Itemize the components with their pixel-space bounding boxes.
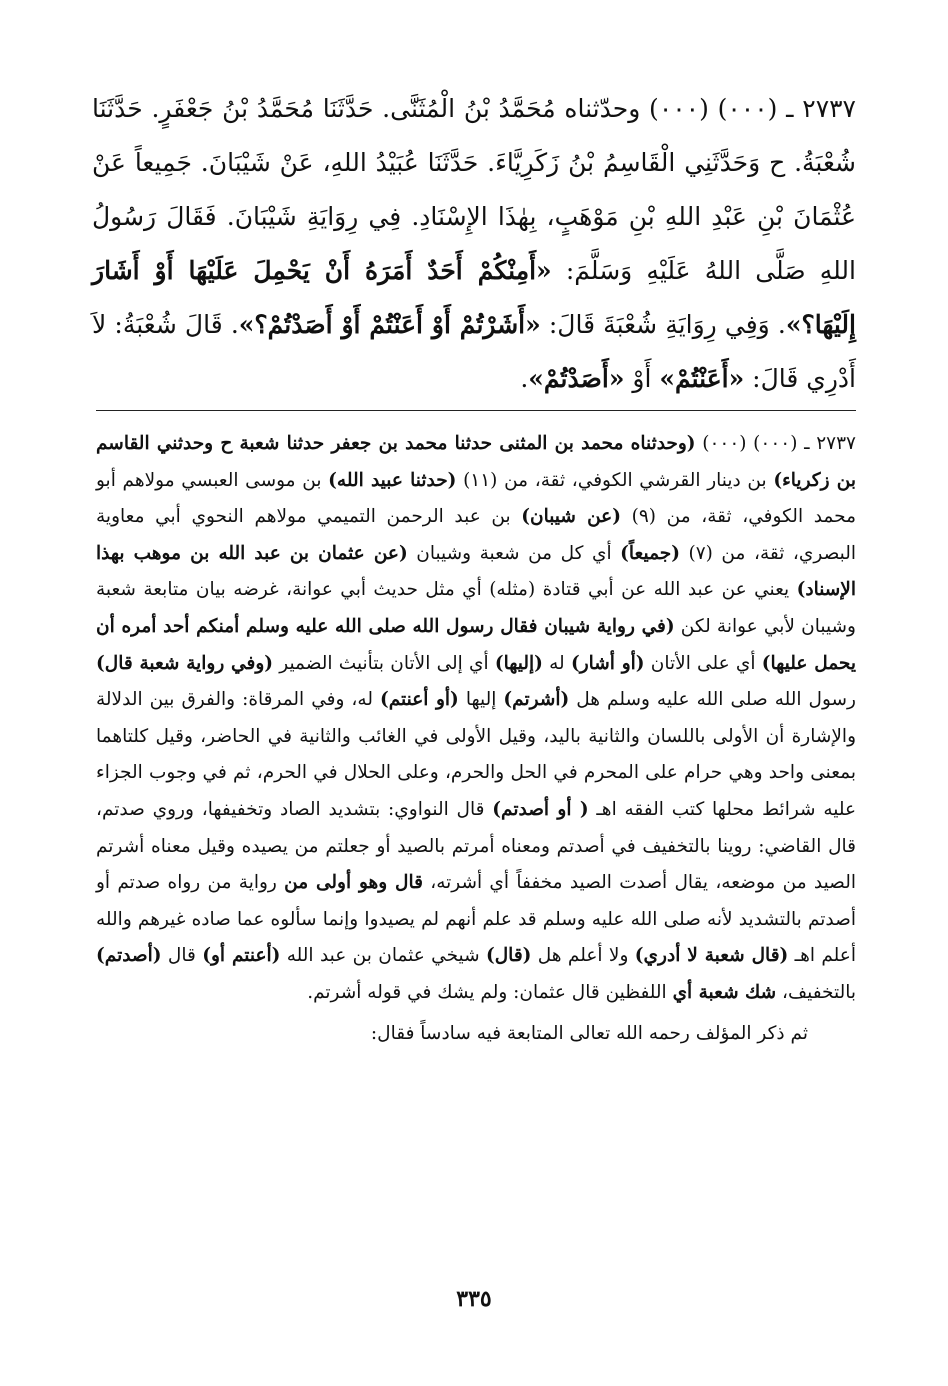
commentary-quote: (عن عثمان بن عبد الله بن موهب بهذا الإسناد)	[96, 542, 856, 601]
commentary-quote: (أو أشار)	[570, 652, 645, 674]
commentary-quote: (أعنتم أو)	[202, 945, 281, 967]
commentary-segment: ولا أعلم هل	[531, 945, 635, 967]
commentary-quote: (أشرتم)	[503, 689, 570, 711]
hadith-text	[92, 82, 856, 406]
commentary-quote: قال وهو أولى من	[284, 872, 423, 894]
commentary-segment: أي على الأتان	[644, 652, 762, 674]
hadith-segment: .	[520, 364, 529, 393]
hadith-segment: ٢٧٣٧ ـ (٠٠٠) (٠٠٠) وحدّثناه مُحَمَّدُ بْنُ الْمُثَنَّى. حَدَّثَنَا مُحَمَّدُ بْنُ جَعْفَرٍ. حَدَّثَنَا شُعْبَةُ. ح وَحَدَّثَنِي الْقَاسِمُ بْنُ زَكَرِيَّاءَ. حَدَّثَنَا عُبَيْدُ اللهِ، عَنْ شَيْبَانَ. جَمِيعاً عَنْ عُثْمَانَ بْنِ عَبْدِ اللهِ بْنِ مَوْهَبٍ، بِهٰذَا الإِسْنَادِ. فِي رِوَايَةِ شَيْبَانَ. فَقَالَ رَسُولُ اللهِ صَلَّى اللهُ عَلَيْهِ وَسَلَّمَ:	[92, 94, 856, 285]
commentary-quote: (وحدثناه محمد بن المثنى حدثنا محمد بن جعفر حدثنا شعبة ح وحدثني القاسم بن زكرياء)	[96, 433, 856, 491]
commentary-segment: أي إلى الأتان بتأنيث الضمير	[273, 652, 495, 674]
page-number: ٣٣٥	[456, 1286, 492, 1312]
commentary-text	[96, 426, 856, 1052]
commentary-segment: بن موسى العبسي مولاهم أبو محمد الكوفي، ثقة، من (٩)	[96, 469, 856, 528]
commentary-segment: قال	[161, 945, 203, 967]
commentary-segment: إليها	[458, 689, 504, 711]
commentary-quote: (وفي رواية شعبة قال)	[96, 652, 274, 674]
commentary-quote: (جميعاً)	[620, 542, 680, 564]
commentary-segment: له، وفي المرقاة: والفرق بين الدلالة والإشارة أن الأولى باللسان والثانية باليد، وقيل الأولى في الغائب والثانية في الحاضر، وقيل كلتاهما بمعنى واحد وهي حرام على المحرم في الحل والحرم، وعلى الحلال في الحرم، ثم في وجوب الجزاء عليه شرائط محلها كتب الفقه اهـ	[96, 689, 856, 820]
commentary-segment: اللفظين قال عثمان: ولم يشك في قوله أشرتم.	[307, 981, 673, 1003]
hadith-paragraph	[92, 82, 856, 406]
hadith-quote: «أَمِنْكُمْ أَحَدٌ أَمَرَهُ أَنْ يَحْمِلَ عَلَيْهَا أَوْ أَشَارَ إِلَيْهَا؟»	[92, 256, 856, 339]
commentary-quote: (قال شعبة لا أدري)	[634, 945, 789, 967]
commentary-quote: (عن شيبان)	[521, 506, 621, 528]
section-divider	[96, 410, 856, 411]
hadith-segment: . وَفِي رِوَايَةِ شُعْبَةَ قَالَ:	[540, 310, 786, 339]
hadith-quote: «أَعَنْتُمْ»	[659, 364, 745, 393]
hadith-quote: «أَشَرْتُمْ أَوْ أَعَنْتُمْ أَوْ أَصَدْتُمْ؟»	[238, 310, 541, 339]
commentary-segment: ٢٧٣٧ ـ (٠٠٠) (٠٠٠)	[695, 433, 856, 454]
commentary-quote: (أصدتم)	[96, 945, 162, 967]
commentary-segment: له	[542, 652, 571, 674]
commentary-segment: بالتخفيف،	[776, 981, 856, 1003]
commentary-segment: يعني عن عبد الله عن أبي قتادة (مثله) أي مثل حديث أبي عوانة، غرضه بيان متابعة شعبة وشيبان لأبي عوانة لكن	[96, 579, 856, 637]
commentary-segment: بن دينار القرشي الكوفي، ثقة، من (١١)	[456, 469, 774, 491]
commentary-quote: (إليها)	[494, 652, 543, 674]
closing-line: ثم ذكر المؤلف رحمه الله تعالى المتابعة فيه سادساً فقال:	[370, 1022, 808, 1044]
commentary-segment: شيخي عثمان بن عبد الله	[280, 945, 486, 967]
commentary-quote: (حدثنا عبيد الله)	[328, 469, 457, 491]
commentary-segment: رواية من رواه صدتم أو أصدتم بالتشديد لأنه صلى الله عليه وسلم قد علم أنهم لم يصيدوا وإنما سألوه عما صاده غيرهم والله أعلم اهـ	[96, 872, 856, 967]
commentary-segment: قال النواوي: بتشديد الصاد وتخفيفها، وروي صدتم، قال القاضي: روينا بالتخفيف في أصدتم ومعناه أمرتم بالصيد أو جعلتم من يصيده وقيل معناه أشرتم الصيد من موضعه، يقال أصدت الصيد مخففاً أي أشرته،	[96, 798, 856, 894]
commentary-segment: بن عبد الرحمن التميمي مولاهم النحوي أبي معاوية البصري، ثقة، من (٧)	[96, 506, 856, 564]
commentary-segment: رسول الله صلى الله عليه وسلم هل	[569, 689, 856, 711]
commentary-quote: شك شعبة أي	[672, 981, 777, 1003]
hadith-segment: أَوْ	[624, 364, 660, 393]
commentary-quote: (أو أعنتم)	[379, 689, 459, 711]
commentary-segment: أي كل من شعبة وشيبان	[407, 542, 621, 564]
commentary-quote: (قال)	[485, 945, 532, 967]
hadith-segment: . قَالَ شُعْبَةُ: لاَ أَدْرِي قَالَ:	[92, 310, 856, 393]
commentary-quote: (في رواية شيبان فقال رسول الله صلى الله عليه وسلم أمنكم أحد أمره أن يحمل عليها)	[96, 615, 856, 674]
commentary-quote: ( أو أصدتم)	[492, 798, 589, 820]
commentary-paragraph	[96, 426, 856, 1012]
hadith-quote: «أَصَدْتُمْ»	[528, 364, 625, 393]
